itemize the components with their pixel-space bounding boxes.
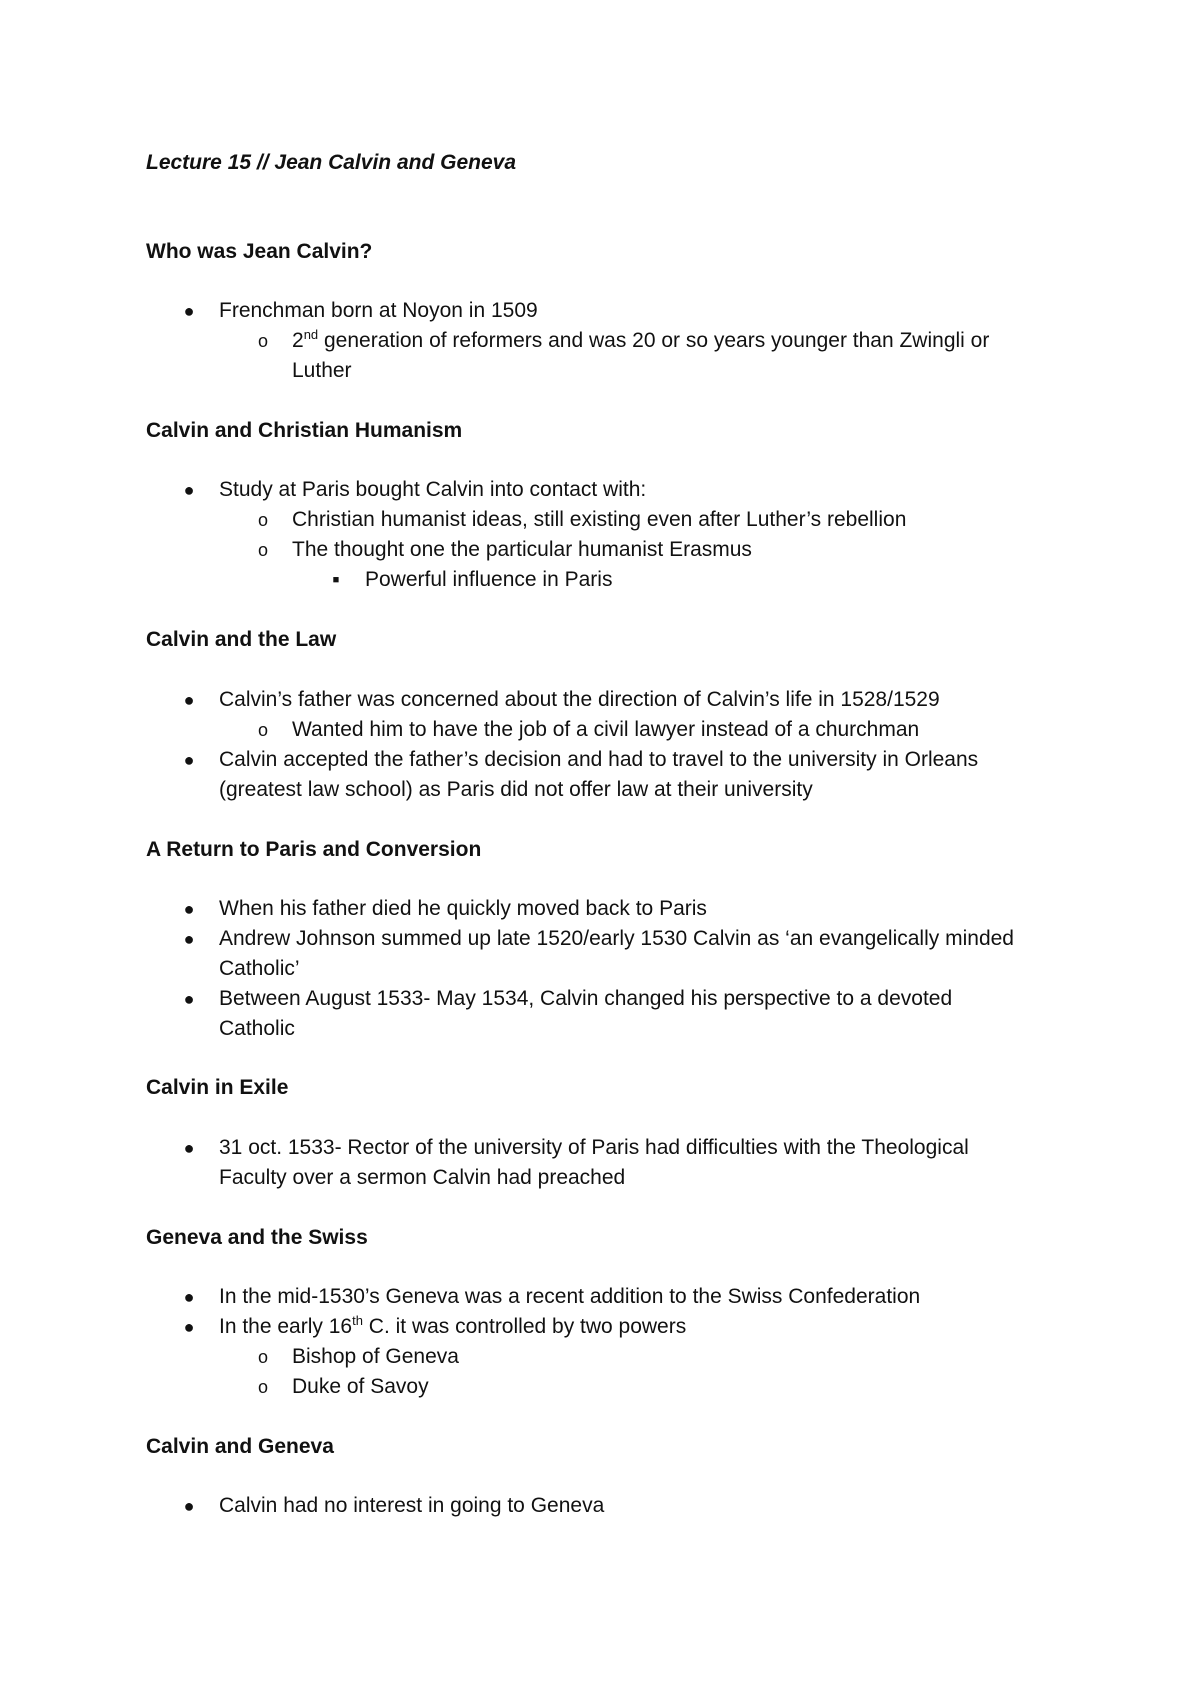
- section-heading: Geneva and the Swiss: [146, 1226, 368, 1249]
- list-item: Andrew Johnson summed up late 1520/early 1530 Calvin as ‘an evangelically minded: [219, 927, 1014, 950]
- list-item-continuation: Catholic: [219, 1017, 295, 1040]
- bullet-circle-icon: o: [257, 1347, 268, 1367]
- list-item: Christian humanist ideas, still existing even after Luther’s rebellion: [292, 508, 907, 531]
- section-heading: Calvin and Christian Humanism: [146, 419, 463, 442]
- list-item: 31 oct. 1533- Rector of the university of Paris had difficulties with the Theological: [219, 1136, 969, 1159]
- list-item-continuation: Faculty over a sermon Calvin had preached: [219, 1166, 626, 1189]
- section-heading: A Return to Paris and Conversion: [146, 838, 482, 861]
- section-heading: Calvin and Geneva: [146, 1435, 334, 1458]
- section-heading: Calvin in Exile: [146, 1076, 289, 1099]
- bullet-circle-icon: o: [257, 331, 268, 351]
- bullet-circle-icon: o: [257, 540, 268, 560]
- list-item: Study at Paris bought Calvin into contact with:: [219, 478, 647, 501]
- list-item-continuation: (greatest law school) as Paris did not offer law at their university: [219, 778, 813, 801]
- list-item: Calvin accepted the father’s decision and had to travel to the university in Orleans: [219, 748, 979, 771]
- page-title: Lecture 15 // Jean Calvin and Geneva: [146, 151, 516, 174]
- list-item: Duke of Savoy: [292, 1375, 429, 1398]
- list-item: Calvin’s father was concerned about the direction of Calvin’s life in 1528/1529: [219, 688, 940, 711]
- bullet-disc-icon: ●: [183, 929, 195, 949]
- section-heading: Who was Jean Calvin?: [146, 240, 373, 263]
- list-item: Frenchman born at Noyon in 1509: [219, 299, 538, 322]
- bullet-circle-icon: o: [257, 510, 268, 530]
- list-item-continuation: Luther: [292, 359, 352, 382]
- bullet-disc-icon: ●: [183, 1496, 195, 1516]
- bullet-disc-icon: ●: [183, 1287, 195, 1307]
- bullet-disc-icon: ●: [183, 301, 195, 321]
- bullet-circle-icon: o: [257, 720, 268, 740]
- bullet-disc-icon: ●: [183, 989, 195, 1009]
- bullet-disc-icon: ●: [183, 899, 195, 919]
- list-item: The thought one the particular humanist Erasmus: [292, 538, 752, 561]
- bullet-disc-icon: ●: [183, 1317, 195, 1337]
- bullet-disc-icon: ●: [183, 690, 195, 710]
- list-item: Calvin had no interest in going to Geneva: [219, 1494, 605, 1517]
- list-item: In the mid-1530’s Geneva was a recent addition to the Swiss Confederation: [219, 1285, 921, 1308]
- list-item: Bishop of Geneva: [292, 1345, 459, 1368]
- bullet-disc-icon: ●: [183, 480, 195, 500]
- list-item: Wanted him to have the job of a civil lawyer instead of a churchman: [292, 718, 920, 741]
- section-heading: Calvin and the Law: [146, 628, 337, 651]
- list-item: When his father died he quickly moved back to Paris: [219, 897, 707, 920]
- list-item: Powerful influence in Paris: [365, 568, 613, 591]
- bullet-square-icon: ■: [332, 574, 340, 586]
- bullet-circle-icon: o: [257, 1377, 268, 1397]
- list-item: 2nd generation of reformers and was 20 or so years younger than Zwingli or: [292, 327, 990, 352]
- list-item: In the early 16th C. it was controlled by two powers: [219, 1313, 687, 1338]
- bullet-disc-icon: ●: [183, 750, 195, 770]
- bullet-disc-icon: ●: [183, 1138, 195, 1158]
- list-item: Between August 1533- May 1534, Calvin changed his perspective to a devoted: [219, 987, 953, 1010]
- list-item-continuation: Catholic’: [219, 957, 300, 980]
